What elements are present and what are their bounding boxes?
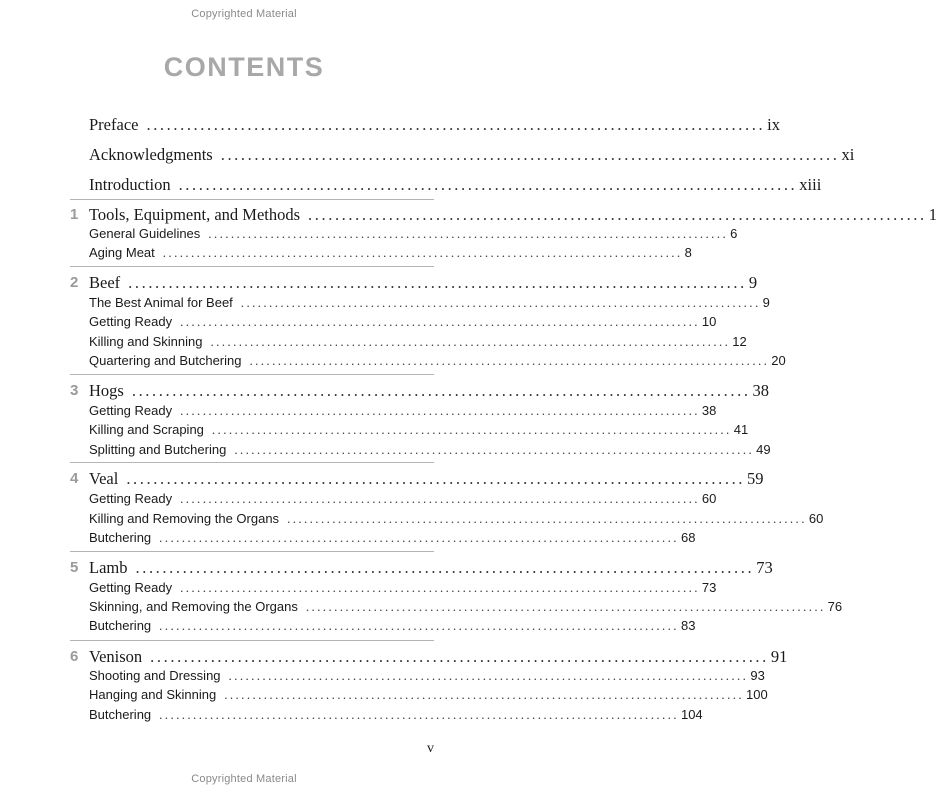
toc-section[interactable] — [89, 668, 765, 684]
toc-section[interactable] — [89, 511, 824, 527]
toc-section[interactable] — [89, 245, 692, 261]
toc-chapter-1[interactable] — [89, 205, 937, 225]
dot-leader: ............................................................................................ — [240, 295, 761, 310]
chapter-page: 73 — [756, 558, 773, 577]
watermark-bottom: Copyrighted Material — [191, 773, 297, 785]
toc-section[interactable] — [89, 599, 843, 615]
section-title: Getting Ready — [89, 580, 173, 595]
chapter-page: 9 — [748, 273, 758, 292]
dot-leader: ............................................................................................ — [135, 558, 755, 577]
dot-leader: ............................................................................................ — [308, 205, 927, 224]
page-number: v — [427, 741, 434, 756]
toc-chapter-3[interactable] — [89, 381, 770, 401]
chapter-divider — [70, 266, 434, 267]
dot-leader: ............................................................................................ — [249, 353, 770, 368]
dot-leader: ............................................................................................ — [178, 175, 798, 194]
toc-section[interactable] — [89, 314, 717, 330]
section-title: Quartering and Butchering — [89, 353, 242, 368]
toc-section[interactable] — [89, 491, 717, 507]
section-title: The Best Animal for Beef — [89, 295, 233, 310]
toc-section[interactable] — [89, 226, 738, 242]
page-title: CONTENTS — [163, 52, 325, 82]
dot-leader: ............................................................................................ — [210, 334, 731, 349]
toc-section[interactable] — [89, 687, 768, 703]
toc-section[interactable] — [89, 442, 771, 458]
section-title: Butchering — [89, 530, 152, 545]
chapter-title: Tools, Equipment, and Methods — [89, 205, 301, 224]
chapter-divider — [70, 462, 434, 463]
toc-section[interactable] — [89, 295, 770, 311]
section-page: 6 — [730, 226, 738, 241]
dot-leader: ............................................................................................ — [126, 469, 746, 488]
dot-leader: ............................................................................................ — [220, 145, 840, 164]
chapter-title: Beef — [89, 273, 121, 292]
chapter-divider — [70, 374, 434, 375]
section-page: 83 — [680, 618, 696, 633]
dot-leader: ............................................................................................ — [208, 226, 729, 241]
toc-section[interactable] — [89, 403, 717, 419]
chapter-page: 59 — [747, 469, 764, 488]
toc-entry-page: ix — [767, 115, 781, 134]
section-title: Skinning, and Removing the Organs — [89, 599, 298, 614]
section-page: 41 — [733, 422, 749, 437]
chapter-number: 6 — [70, 648, 79, 665]
chapter-page: 1 — [928, 205, 937, 224]
section-title: Getting Ready — [89, 403, 173, 418]
section-page: 8 — [684, 245, 692, 260]
dot-leader: ............................................................................................ — [211, 422, 732, 437]
toc-entry-title: Preface — [89, 115, 139, 134]
section-page: 93 — [750, 668, 765, 683]
section-title: Hanging and Skinning — [89, 687, 217, 702]
chapter-number: 4 — [70, 470, 79, 487]
section-page: 104 — [680, 707, 703, 722]
section-page: 20 — [771, 353, 786, 368]
section-title: Killing and Removing the Organs — [89, 511, 280, 526]
toc-entry-title: Acknowledgments — [89, 145, 213, 164]
chapter-number: 2 — [70, 274, 79, 291]
section-page: 12 — [732, 334, 747, 349]
toc-section[interactable] — [89, 580, 717, 596]
chapter-page: 38 — [752, 381, 770, 400]
dot-leader: ............................................................................................ — [305, 599, 826, 614]
chapter-page: 91 — [770, 647, 788, 666]
chapter-title: Hogs — [89, 381, 124, 400]
toc-chapter-4[interactable] — [89, 469, 764, 489]
section-page: 60 — [808, 511, 824, 526]
watermark-top: Copyrighted Material — [191, 8, 297, 20]
section-title: Shooting and Dressing — [89, 668, 221, 683]
chapter-number: 5 — [70, 559, 79, 576]
dot-leader: ............................................................................................ — [224, 687, 745, 702]
section-title: Killing and Scraping — [89, 422, 204, 437]
chapter-title: Venison — [89, 647, 143, 666]
section-page: 9 — [762, 295, 770, 310]
dot-leader: ............................................................................................ — [228, 668, 749, 683]
chapter-divider — [70, 640, 434, 641]
section-title: General Guidelines — [89, 226, 201, 241]
toc-entry-page: xiii — [799, 175, 822, 194]
dot-leader: ............................................................................................ — [159, 707, 679, 722]
dot-leader: ............................................................................................ — [131, 381, 751, 400]
dot-leader: ............................................................................................ — [159, 530, 679, 545]
section-page: 68 — [680, 530, 696, 545]
chapter-title: Lamb — [89, 558, 128, 577]
toc-entry-page: xi — [841, 145, 855, 164]
chapter-title: Veal — [89, 469, 119, 488]
dot-leader: ............................................................................................ — [180, 580, 700, 595]
section-page: 100 — [746, 687, 768, 702]
section-title: Butchering — [89, 618, 152, 633]
toc-entry-introduction[interactable] — [89, 175, 822, 195]
dot-leader: ............................................................................................ — [162, 245, 683, 260]
section-title: Killing and Skinning — [89, 334, 203, 349]
toc-section[interactable] — [89, 530, 696, 546]
toc-section[interactable] — [89, 707, 703, 723]
dot-leader: ............................................................................................ — [159, 618, 679, 633]
section-page: 38 — [701, 403, 717, 418]
toc-section[interactable] — [89, 353, 786, 369]
toc-entry-acknowledgments[interactable] — [89, 145, 855, 165]
chapter-divider — [70, 199, 434, 200]
chapter-number: 1 — [70, 206, 79, 223]
toc-chapter-5[interactable] — [89, 558, 773, 578]
toc-chapter-6[interactable] — [89, 647, 788, 667]
dot-leader: ............................................................................................ — [234, 442, 755, 457]
toc-section[interactable] — [89, 334, 747, 350]
section-title: Splitting and Butchering — [89, 442, 227, 457]
dot-leader: ............................................................................................ — [150, 647, 769, 666]
toc-entry-preface[interactable] — [89, 115, 781, 135]
dot-leader: ............................................................................................ — [180, 314, 700, 329]
section-page: 10 — [701, 314, 717, 329]
dot-leader: ............................................................................................ — [146, 115, 766, 134]
dot-leader: ............................................................................................ — [180, 403, 700, 418]
section-title: Getting Ready — [89, 314, 173, 329]
section-title: Getting Ready — [89, 491, 173, 506]
toc-section[interactable] — [89, 422, 749, 438]
dot-leader: ............................................................................................ — [128, 273, 747, 292]
section-page: 60 — [701, 491, 717, 506]
section-title: Butchering — [89, 707, 152, 722]
section-title: Aging Meat — [89, 245, 155, 260]
chapter-number: 3 — [70, 382, 79, 399]
section-page: 76 — [827, 599, 843, 614]
section-page: 73 — [701, 580, 717, 595]
toc-chapter-2[interactable] — [89, 273, 758, 293]
toc-section[interactable] — [89, 618, 696, 634]
chapter-divider — [70, 551, 434, 552]
toc-entry-title: Introduction — [89, 175, 171, 194]
dot-leader: ............................................................................................ — [180, 491, 700, 506]
section-page: 49 — [756, 442, 771, 457]
dot-leader: ............................................................................................ — [287, 511, 807, 526]
